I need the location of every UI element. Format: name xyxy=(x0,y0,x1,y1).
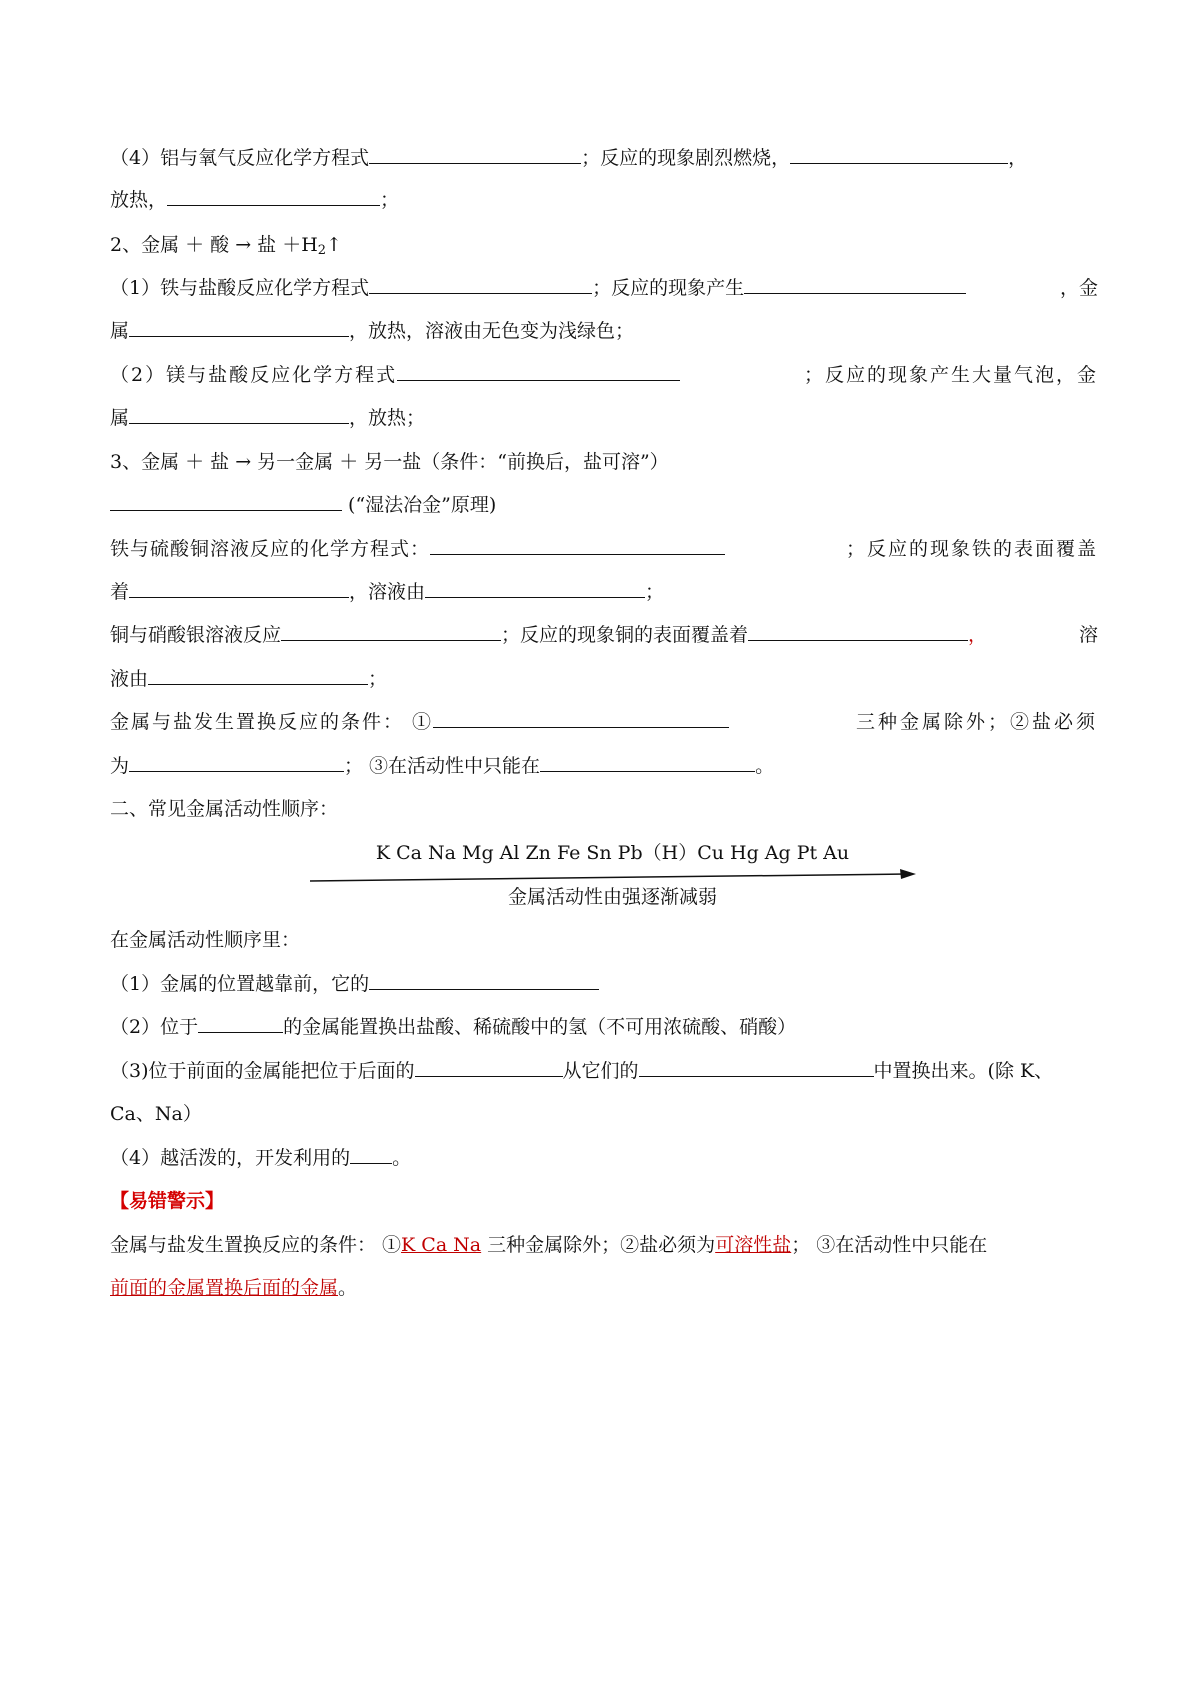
activity-heading: 二、常见金属活动性顺序： xyxy=(110,798,339,820)
warning-end: 。 xyxy=(338,1277,358,1299)
q4-equation-blank[interactable] xyxy=(369,145,581,164)
warning-line1 xyxy=(110,1232,1098,1258)
q4-heat-blank[interactable] xyxy=(167,187,380,206)
s3-wet-line xyxy=(110,492,1098,518)
activity-p3-prefix: （3)位于前面的金属能把位于后面的 xyxy=(110,1060,415,1082)
s3-wet-note: (“湿法冶金”原理) xyxy=(342,494,497,516)
s3-cu-line1 xyxy=(110,622,1098,648)
activity-caption: 金属活动性由强逐渐减弱 xyxy=(507,886,717,908)
q4-line1 xyxy=(110,145,1098,171)
warning-line2 xyxy=(110,1275,1098,1301)
activity-p2-end: 的金属能置换出盐酸、稀硫酸中的氢（不可用浓硫酸、硝酸） xyxy=(283,1016,797,1038)
s3-fe-mid: ；反应的现象铁的表面覆盖 xyxy=(845,538,1098,560)
warning-mid2: ； ③在活动性中只能在 xyxy=(791,1234,988,1256)
s3-cu-solution-blank[interactable] xyxy=(148,666,368,685)
s3-cond-salt-blank[interactable] xyxy=(129,753,344,772)
s2-q1-prefix: （1）铁与盐酸反应化学方程式 xyxy=(110,277,370,299)
section-3-title: 3、金属 ＋ 盐 → 另一金属 ＋ 另一盐（条件：“前换后，盐可溶”） xyxy=(110,451,669,473)
s3-cond-line2-prefix: 为 xyxy=(110,755,130,777)
s2-q2-metal-blank[interactable] xyxy=(129,405,349,424)
warning-answer-metals: K Ca Na xyxy=(401,1234,482,1256)
s2-q1-end: ，金 xyxy=(1059,277,1098,299)
s2-q1-metal-blank[interactable] xyxy=(129,318,349,337)
s2-q1-line2 xyxy=(110,318,1098,344)
q4-phenomenon-label: ；反应的现象剧烈燃烧， xyxy=(581,147,791,169)
s3-cu-end: 溶 xyxy=(1078,624,1098,646)
activity-p3-solution-blank[interactable] xyxy=(639,1058,874,1077)
s2-title-a: 2、金属 ＋ 酸 → 盐 ＋H xyxy=(110,234,318,256)
q4-end: ， xyxy=(1008,147,1028,169)
s3-cu-prefix: 铜与硝酸银溶液反应 xyxy=(110,624,282,646)
s3-cond-line2 xyxy=(110,753,1098,779)
activity-p4-end: 。 xyxy=(392,1147,412,1169)
s3-wet-blank[interactable] xyxy=(110,492,342,511)
s3-fe-line2-prefix: 着 xyxy=(110,581,130,603)
s3-fe-line1 xyxy=(110,536,1098,562)
s3-cond-prefix: 金属与盐发生置换反应的条件： ① xyxy=(110,711,434,733)
s2-q1-equation-blank[interactable] xyxy=(369,275,592,294)
warning-answer-position: 前面的金属置换后面的金属 xyxy=(110,1277,339,1299)
warning-prefix: 金属与盐发生置换反应的条件： ① xyxy=(110,1234,402,1256)
s3-cu-surface-blank[interactable] xyxy=(748,622,968,641)
s2-q1-line2-end: ，放热，溶液由无色变为浅绿色； xyxy=(349,320,635,342)
s2-q2-equation-blank[interactable] xyxy=(397,362,680,381)
q4-line2-end: ； xyxy=(380,189,400,211)
s3-cu-equation-blank[interactable] xyxy=(281,622,501,641)
s2-q2-line2-end: ，放热； xyxy=(349,407,426,429)
s2-q2-line1 xyxy=(110,362,1098,388)
s3-fe-surface-blank[interactable] xyxy=(129,579,349,598)
s3-cond-line1 xyxy=(110,709,1098,735)
s3-cond-mid: 三种金属除外；②盐必须 xyxy=(855,711,1098,733)
s2-q2-prefix: （2）镁与盐酸反应化学方程式 xyxy=(110,364,398,386)
activity-p4-blank[interactable] xyxy=(350,1145,392,1164)
s3-fe-equation-blank[interactable] xyxy=(430,536,725,555)
s2-title-sub: 2 xyxy=(317,243,327,258)
q4-phenomenon-blank[interactable] xyxy=(790,145,1008,164)
warning-answer-salt: 可溶性盐 xyxy=(715,1234,792,1256)
activity-p3-mid: 从它们的 xyxy=(562,1060,639,1082)
activity-p2-blank[interactable] xyxy=(198,1014,283,1033)
activity-p2 xyxy=(110,1014,1098,1040)
s2-q2-mid: ；反应的现象产生大量气泡，金 xyxy=(803,364,1098,386)
warning-mid1: 三种金属除外；②盐必须为 xyxy=(481,1234,716,1256)
activity-p3-end: 中置换出来。(除 K、 xyxy=(873,1060,1054,1082)
q4-prefix: （4）铝与氧气反应化学方程式 xyxy=(110,147,370,169)
section-2-title xyxy=(110,232,1098,264)
s2-title-arrow: ↑ xyxy=(326,234,342,256)
s3-fe-line2-mid: ，溶液由 xyxy=(349,581,426,603)
activity-p3 xyxy=(110,1058,1098,1084)
s2-q1-line1 xyxy=(110,275,1098,301)
q4-line2 xyxy=(110,187,1098,213)
s3-cu-comma: ， xyxy=(968,624,988,646)
s3-fe-prefix: 铁与硫酸铜溶液反应的化学方程式： xyxy=(110,538,431,560)
s3-cu-mid: ；反应的现象铜的表面覆盖着 xyxy=(501,624,749,646)
activity-intro: 在金属活动性顺序里： xyxy=(110,929,301,951)
s3-cu-line2-end: ； xyxy=(368,668,388,690)
s3-cu-line2 xyxy=(110,666,1098,692)
activity-p2-prefix: （2）位于 xyxy=(110,1016,199,1038)
activity-p1-prefix: （1）金属的位置越靠前，它的 xyxy=(110,973,370,995)
q4-line2-prefix: 放热， xyxy=(110,189,168,211)
s3-cond-line2-mid: ； ③在活动性中只能在 xyxy=(344,755,541,777)
s2-q1-phenomenon-blank[interactable] xyxy=(744,275,966,294)
s2-q1-line2-prefix: 属 xyxy=(110,320,130,342)
activity-p3-line2: Ca、Na） xyxy=(110,1103,202,1125)
activity-p1-blank[interactable] xyxy=(369,971,599,990)
s3-fe-solution-blank[interactable] xyxy=(425,579,645,598)
warning-heading: 【易错警示】 xyxy=(110,1190,225,1212)
activity-series: K Ca Na Mg Al Zn Fe Sn Pb（H）Cu Hg Ag Pt Au xyxy=(375,842,850,864)
s3-fe-line2 xyxy=(110,579,1098,605)
s3-fe-line2-end: ； xyxy=(645,581,665,603)
activity-p4-prefix: （4）越活泼的，开发利用的 xyxy=(110,1147,351,1169)
s2-q2-line2 xyxy=(110,405,1098,431)
activity-p3-metal-blank[interactable] xyxy=(415,1058,563,1077)
s3-cu-line2-prefix: 液由 xyxy=(110,668,149,690)
s3-cond-line2-end: 。 xyxy=(755,755,775,777)
s2-q1-mid: ；反应的现象产生 xyxy=(592,277,745,299)
s2-q2-line2-prefix: 属 xyxy=(110,407,130,429)
s3-cond-metals-blank[interactable] xyxy=(433,709,729,728)
s3-cond-position-blank[interactable] xyxy=(540,753,755,772)
activity-p1 xyxy=(110,971,1098,997)
activity-p4 xyxy=(110,1145,1098,1171)
